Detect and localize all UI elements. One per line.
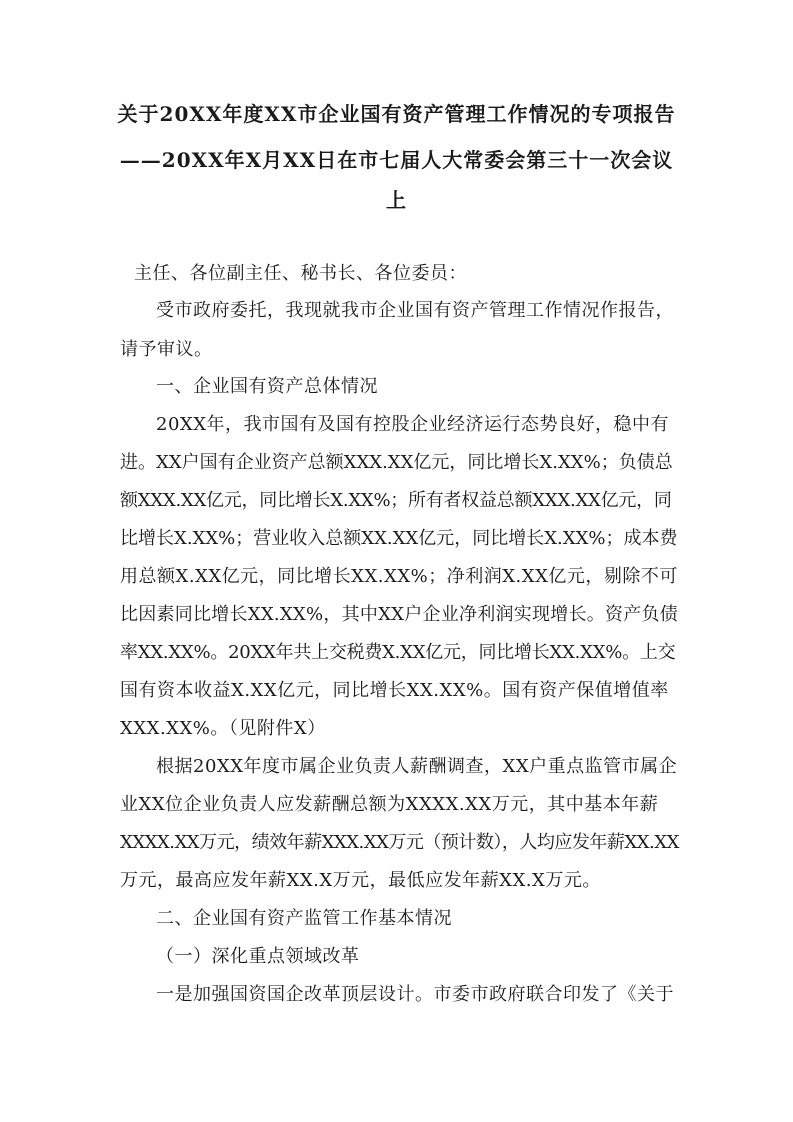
para2-line-1: 根据20XX年度市属企业负责人薪酬调查，XX户重点监管市属企	[156, 756, 678, 777]
para1-line-7: 率XX.XX%。20XX年共上交税费X.XX亿元，同比增长XX.XX%。上交	[120, 642, 676, 663]
para1-line-4: 比增长X.XX%；营业收入总额XX.XX亿元，同比增长X.XX%；成本费	[120, 528, 678, 549]
document-title-line-2: ——20XX年X月XX日在市七届人大常委会第三十一次会议	[119, 148, 674, 172]
document-title-line-3: 上	[386, 188, 407, 212]
subsection-1-heading: （一）深化重点领域改革	[156, 946, 360, 967]
para3-line-1: 一是加强国资国企改革顶层设计。市委市政府联合印发了《关于	[156, 984, 674, 1005]
document-title-line-1: 关于20XX年度XX市企业国有资产管理工作情况的专项报告	[117, 102, 676, 126]
para2-line-4: 万元，最高应发年薪XX.X万元，最低应发年薪XX.X万元。	[120, 870, 601, 891]
intro-line-1: 受市政府委托，我现就我市企业国有资产管理工作情况作报告，	[156, 300, 674, 321]
para1-line-3: 额XXX.XX亿元，同比增长X.XX%；所有者权益总额XXX.XX亿元，同	[120, 490, 672, 511]
para1-line-5: 用总额X.XX亿元，同比增长XX.XX%；净利润X.XX亿元，剔除不可	[120, 566, 678, 587]
para1-line-2: 进。XX户国有企业资产总额XXX.XX亿元，同比增长X.XX%；负债总	[120, 452, 673, 473]
para2-line-3: XXXX.XX万元，绩效年薪XXX.XX万元（预计数），人均应发年薪XX.XX	[120, 832, 679, 853]
para1-line-6: 比因素同比增长XX.XX%，其中XX户企业净利润实现增长。资产负债	[120, 604, 678, 625]
para1-line-1: 20XX年，我市国有及国有控股企业经济运行态势良好，稳中有	[156, 414, 670, 435]
para1-line-9: XXX.XX%。（见附件X）	[120, 718, 326, 739]
para1-line-8: 国有资本收益X.XX亿元，同比增长XX.XX%。国有资产保值增值率	[120, 680, 669, 701]
salutation: 主任、各位副主任、秘书长、各位委员：	[134, 263, 467, 284]
para2-line-2: 业XX位企业负责人应发薪酬总额为XXXX.XX万元，其中基本年薪	[120, 794, 659, 815]
section-1-heading: 一、企业国有资产总体情况	[156, 376, 378, 397]
intro-line-2: 请予审议。	[120, 339, 213, 360]
section-2-heading: 二、企业国有资产监管工作基本情况	[156, 908, 452, 929]
